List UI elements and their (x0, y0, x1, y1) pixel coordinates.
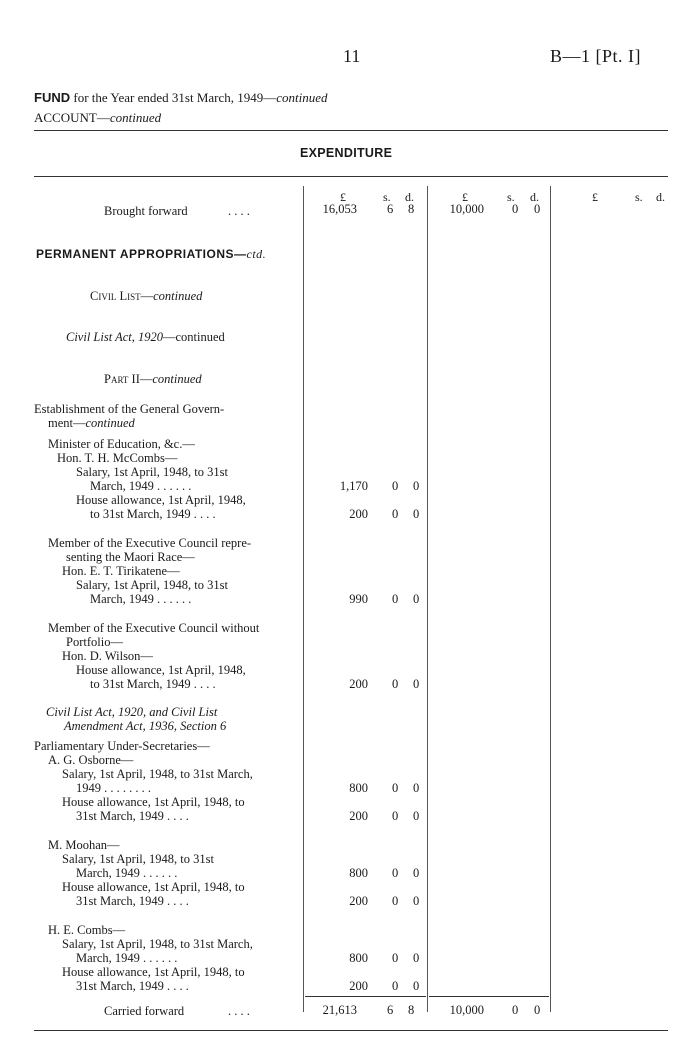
establishment-line-2 (48, 416, 135, 430)
minister-education-house-s: 0 (392, 507, 399, 521)
combs-name: H. E. Combs— (48, 923, 126, 937)
under-secretaries-heading: Parliamentary Under-Secretaries— (34, 739, 210, 753)
combs-salary-1: Salary, 1st April, 1948, to 31st March, (62, 937, 253, 951)
osborne-house-pounds: 200 (349, 809, 368, 823)
maori-member-title-1: Member of the Executive Council repre- (48, 536, 252, 550)
minister-education-house-pounds: 200 (349, 507, 368, 521)
brought-forward-c2-d: 0 (534, 202, 541, 216)
fund-title-cont: continued (276, 90, 328, 105)
no-portfolio-house-s: 0 (392, 677, 399, 691)
moohan-salary-pounds: 800 (349, 866, 368, 880)
subtotal-rule-c1 (305, 996, 426, 997)
column-rule-3 (550, 186, 551, 1012)
moohan-house-2: 31st March, 1949 . . . . (76, 894, 189, 908)
establishment-cont: continued (85, 416, 135, 430)
osborne-salary-pounds: 800 (349, 781, 368, 795)
amendment-line-1: Civil List Act, 1920, and Civil List (46, 705, 218, 719)
moohan-salary-d: 0 (413, 866, 420, 880)
brought-forward-c1-s: 6 (387, 202, 394, 216)
no-portfolio-house-d: 0 (413, 677, 420, 691)
minister-education-salary-d: 0 (413, 479, 420, 493)
fund-title-bold: FUND (34, 90, 71, 105)
moohan-salary-1: Salary, 1st April, 1948, to 31st (62, 852, 214, 866)
no-portfolio-title-2: Portfolio— (66, 635, 123, 649)
brought-forward-label: Brought forward (104, 204, 188, 218)
moohan-house-pounds: 200 (349, 894, 368, 908)
document-reference: B—1 [Pt. I] (550, 46, 641, 66)
minister-education-salary-1: Salary, 1st April, 1948, to 31st (76, 465, 228, 479)
brought-forward-c2-pounds: 10,000 (449, 202, 484, 216)
osborne-name: A. G. Osborne— (48, 753, 134, 767)
minister-education-name: Hon. T. H. McCombs— (57, 451, 178, 465)
rule-top (34, 130, 668, 131)
osborne-house-1: House allowance, 1st April, 1948, to (62, 795, 245, 809)
act-1920-text: Civil List Act, 1920 (66, 330, 163, 344)
osborne-salary-2: 1949 . . . . . . . . (76, 781, 151, 795)
combs-house-2: 31st March, 1949 . . . . (76, 979, 189, 993)
page-number: 11 (343, 46, 361, 66)
column-rule-2 (427, 186, 428, 1012)
account-title-text: ACCOUNT— (34, 110, 110, 125)
part-ii-heading (104, 372, 202, 386)
osborne-house-d: 0 (413, 809, 420, 823)
moohan-house-1: House allowance, 1st April, 1948, to (62, 880, 245, 894)
civil-list-act-heading (66, 330, 225, 344)
moohan-house-s: 0 (392, 894, 399, 908)
col1-pound-header: £ (340, 190, 346, 204)
minister-education-salary-pounds: 1,170 (339, 479, 368, 493)
establishment-text: ment— (48, 416, 86, 430)
brought-forward-c1-pounds: 16,053 (322, 202, 357, 216)
rule-under-heading (34, 176, 668, 177)
permanent-appropriations-heading (36, 247, 266, 261)
fund-title-rest: for the Year ended 31st March, 1949— (70, 90, 277, 105)
minister-education-house-d: 0 (413, 507, 420, 521)
col3-shilling-header: s. (635, 190, 643, 204)
moohan-salary-2: March, 1949 . . . . . . (76, 866, 178, 880)
carried-forward-c1-d: 8 (408, 1003, 415, 1017)
minister-education-salary-2: March, 1949 . . . . . . (90, 479, 192, 493)
osborne-house-2: 31st March, 1949 . . . . (76, 809, 189, 823)
no-portfolio-name: Hon. D. Wilson— (62, 649, 153, 663)
minister-education-salary-s: 0 (392, 479, 399, 493)
civil-list-heading (90, 289, 202, 303)
combs-salary-2: March, 1949 . . . . . . (76, 951, 178, 965)
minister-education-house-2: to 31st March, 1949 . . . . (90, 507, 216, 521)
establishment-line-1: Establishment of the General Govern- (34, 402, 225, 416)
carried-forward-c2-pounds: 10,000 (449, 1003, 484, 1017)
col2-shilling-header: s. (507, 190, 515, 204)
osborne-salary-s: 0 (392, 781, 399, 795)
maori-member-salary-s: 0 (392, 592, 399, 606)
osborne-salary-d: 0 (413, 781, 420, 795)
moohan-house-d: 0 (413, 894, 420, 908)
maori-member-title-2: senting the Maori Race— (66, 550, 195, 564)
carried-forward-c1-pounds: 21,613 (322, 1003, 357, 1017)
osborne-house-s: 0 (392, 809, 399, 823)
brought-forward-c2-s: 0 (512, 202, 519, 216)
part-ii-text: Part II— (104, 372, 153, 386)
civil-list-text: Civil List— (90, 289, 154, 303)
col1-shilling-header: s. (383, 190, 391, 204)
col1-pence-header: d. (405, 190, 414, 204)
combs-salary-d: 0 (413, 951, 420, 965)
permanent-heading-cont: ctd. (246, 247, 267, 261)
osborne-salary-1: Salary, 1st April, 1948, to 31st March, (62, 767, 253, 781)
amendment-line-2: Amendment Act, 1936, Section 6 (64, 719, 227, 733)
civil-list-cont: continued (153, 289, 203, 303)
maori-member-salary-pounds: 990 (349, 592, 368, 606)
account-title-cont: continued (109, 110, 162, 125)
carried-forward-c2-d: 0 (534, 1003, 541, 1017)
rule-bottom (34, 1030, 668, 1031)
maori-member-salary-d: 0 (413, 592, 420, 606)
carried-forward-dots: . . . . (228, 1004, 250, 1018)
brought-forward-dots: . . . . (228, 204, 250, 218)
combs-salary-s: 0 (392, 951, 399, 965)
combs-house-s: 0 (392, 979, 399, 993)
maori-member-name: Hon. E. T. Tirikatene— (62, 564, 180, 578)
minister-education-title: Minister of Education, &c.— (48, 437, 195, 451)
combs-salary-pounds: 800 (349, 951, 368, 965)
col2-pound-header: £ (462, 190, 468, 204)
moohan-name: M. Moohan— (48, 838, 120, 852)
carried-forward-c2-s: 0 (512, 1003, 519, 1017)
brought-forward-c1-d: 8 (408, 202, 415, 216)
column-rule-1 (303, 186, 304, 1012)
no-portfolio-house-1: House allowance, 1st April, 1948, (76, 663, 246, 677)
no-portfolio-house-pounds: 200 (349, 677, 368, 691)
combs-house-d: 0 (413, 979, 420, 993)
carried-forward-c1-s: 6 (387, 1003, 394, 1017)
combs-house-1: House allowance, 1st April, 1948, to (62, 965, 245, 979)
combs-house-pounds: 200 (349, 979, 368, 993)
section-heading: EXPENDITURE (300, 146, 393, 160)
part-ii-cont: continued (152, 372, 202, 386)
no-portfolio-title-1: Member of the Executive Council without (48, 621, 260, 635)
no-portfolio-house-2: to 31st March, 1949 . . . . (90, 677, 216, 691)
maori-member-salary-1: Salary, 1st April, 1948, to 31st (76, 578, 228, 592)
col3-pence-header: d. (656, 190, 665, 204)
col3-pound-header: £ (592, 190, 598, 204)
minister-education-house-1: House allowance, 1st April, 1948, (76, 493, 246, 507)
col2-pence-header: d. (530, 190, 539, 204)
account-title (34, 110, 161, 126)
permanent-heading-text: PERMANENT APPROPRIATIONS— (36, 247, 247, 261)
carried-forward-label: Carried forward (104, 1004, 185, 1018)
maori-member-salary-2: March, 1949 . . . . . . (90, 592, 192, 606)
moohan-salary-s: 0 (392, 866, 399, 880)
act-1920-cont: —continued (163, 330, 225, 344)
fund-title (34, 90, 328, 106)
subtotal-rule-c2 (429, 996, 549, 997)
